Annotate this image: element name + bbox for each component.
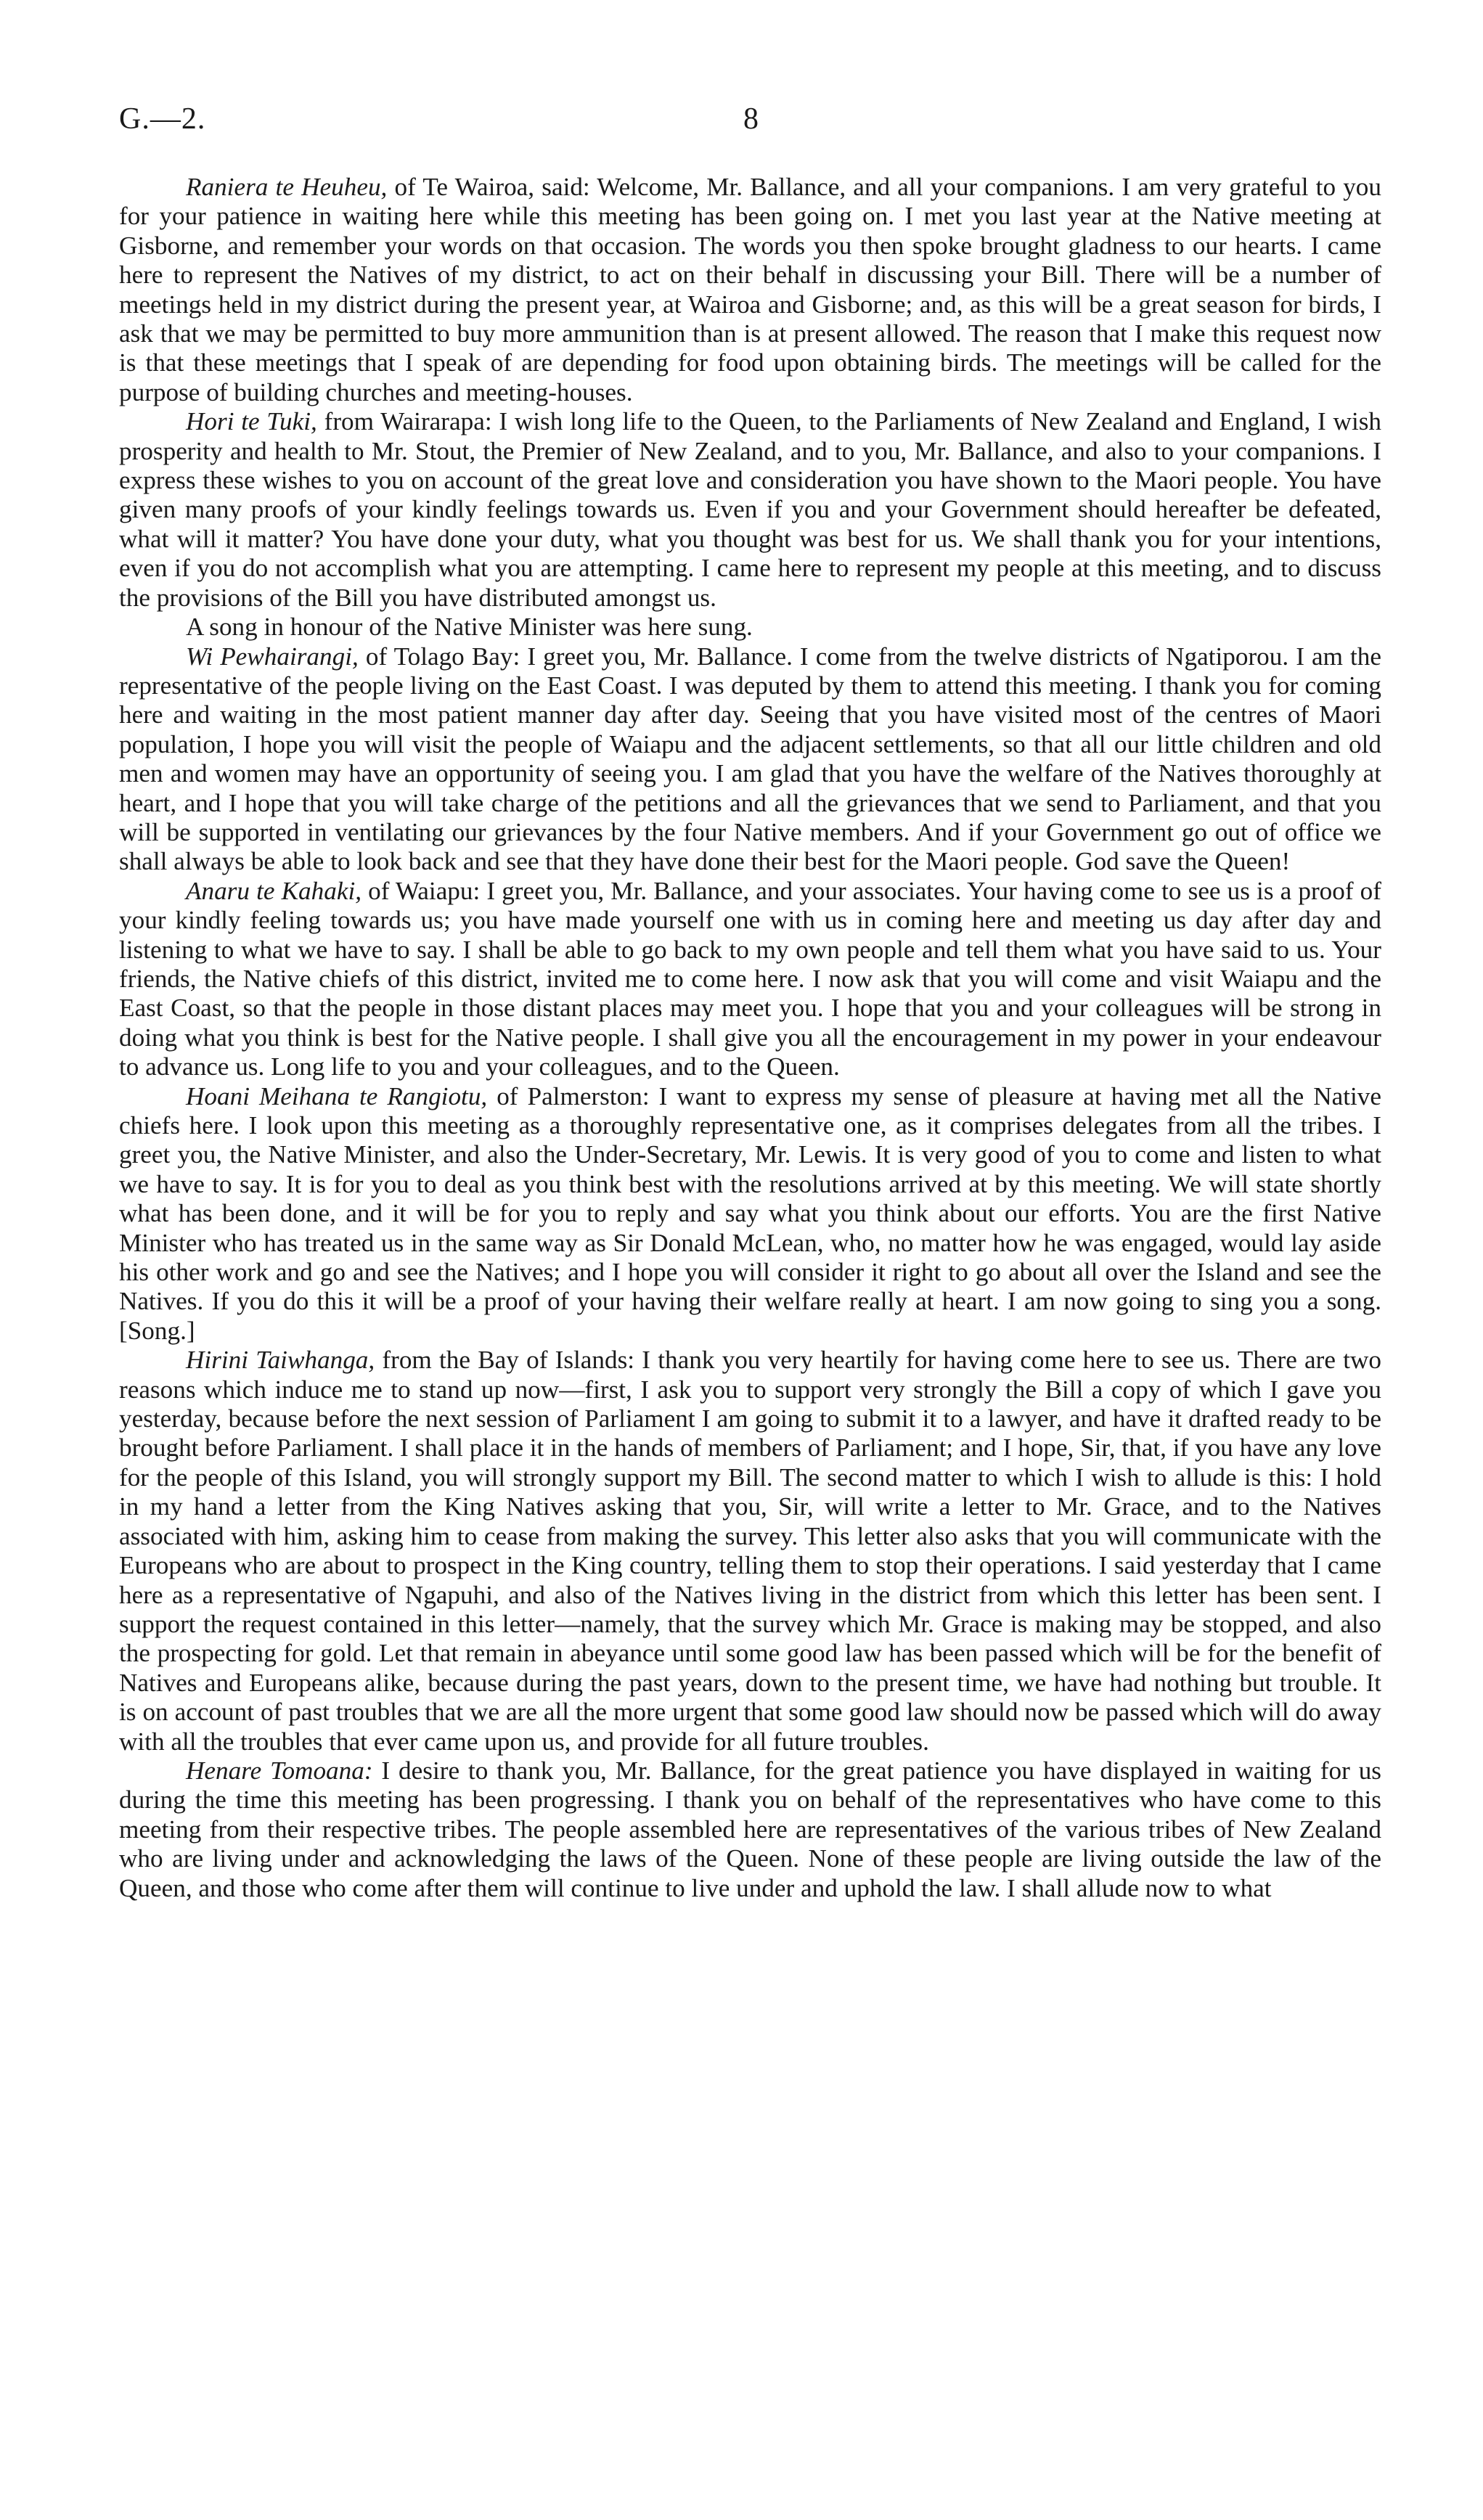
paragraph-text: of Palmerston: I want to express my sense of pleasure at having met all the Native chiefs here. I look upon this meeting as a thoroughly representative one, as it comprises delegates from all the tribes. I greet you, the Native Minister, and also the Under-Secretary, Mr. Lewis. It is very good of you to come and listen to what we have to say. It is for you to deal as you think best with the resolutions arrived at by this meeting. We will state shortly what has been done, and it will be for you to reply and say what you think about our efforts. You are the first Native Minister who has treated us in the same way as Sir Donald McLean, who, no matter how he was engaged, would lay aside his other work and go and see the Natives; and I hope you will consider it right to go about all over the Island and see the Natives. If you do this it will be a proof of your having their welfare really at heart. I am now going to sing you a song. [Song.] <box>119 1081 1381 1345</box>
page-header <box>119 102 1381 145</box>
paragraph-text: A song in honour of the Native Minister was here sung. <box>186 613 753 642</box>
paragraph-text: from Wairarapa: I wish long life to the Queen, to the Parliaments of New Zealand and England, I wish prosperity and health to Mr. Stout, the Premier of New Zealand, and to you, Mr. Ballance, and also to your companions. I express these wishes to you on account of the great love and consideration you have shown to the Maori people. You have given many proofs of your kindly feelings towards us. Even if you and your Government should hereafter be defeated, what will it matter? You have done your duty, what you thought was best for us. We shall thank you for your intentions, even if you do not accomplish what you are attempting. I came here to represent my people at this meeting, and to discuss the provisions of the Bill you have distributed amongst us. <box>119 407 1382 612</box>
page-number: 8 <box>743 102 759 136</box>
paragraph-hoani-meihana <box>119 1082 1381 1346</box>
paragraph-text: of Waiapu: I greet you, Mr. Ballance, and your associates. Your having come to see us is a proof of your kindly feeling towards us; you have made yourself one with us in coming here and meeting us day after day and listening to what we have to say. I shall be able to go back to my own people and tell them what you have said to us. Your friends, the Native chiefs of this district, invited me to come here. I now ask that you will come and visit Waiapu and the East Coast, so that the people in those distant places may meet you. I hope that you and your colleagues will be strong in doing what you think is best for the Native people. I shall give you all the encouragement in my power in your endeavour to advance us. Long life to you and your colleagues, and to the Queen. <box>119 876 1381 1081</box>
speaker-name: Hirini Taiwhanga, <box>186 1346 375 1375</box>
paragraph-anaru-te-kahaki <box>119 877 1381 1082</box>
paragraph-raniera-te-heuheu <box>119 173 1381 407</box>
document-body <box>119 173 1381 1903</box>
paragraph-hori-te-tuki <box>119 407 1381 613</box>
paragraph-text: I desire to thank you, Mr. Ballance, for the great patience you have displayed in waiting for us during the time this meeting has been progressing. I thank you on behalf of the representatives who have come to this meeting from their respective tribes. The people assembled here are representatives of the various tribes of New Zealand who are living under and acknowledging the laws of the Queen. None of these people are living outside the law of the Queen, and those who come after them will continue to live under and uphold the law. I shall allude now to what <box>119 1756 1381 1902</box>
paragraph-wi-pewhairangi <box>119 642 1381 877</box>
paragraph-text: of Te Wairoa, said: Welcome, Mr. Ballance, and all your companions. I am very grateful to you for your patience in waiting here while this meeting has been going on. I met you last year at the Native meeting at Gisborne, and remember your words on that occasion. The words you then spoke brought gladness to our hearts. I came here to represent the Natives of my district, to act on their behalf in discussing your Bill. There will be a number of meetings held in my district during the present year, at Wairoa and Gisborne; and, as this will be a great season for birds, I ask that we may be permitted to buy more ammunition than is at present allowed. The reason that I make this request now is that these meetings that I speak of are depending for food upon obtaining birds. The meetings will be called for the purpose of building churches and meeting-houses. <box>119 173 1381 406</box>
speaker-name: Raniera te Heuheu, <box>186 173 388 201</box>
speaker-name: Hoani Meihana te Rangiotu, <box>186 1081 488 1110</box>
paragraph-song-note <box>119 613 1381 642</box>
paragraph-henare-tomoana <box>119 1756 1381 1903</box>
speaker-name: Henare Tomoana: <box>186 1756 373 1785</box>
speaker-name: Hori te Tuki, <box>186 407 317 436</box>
paragraph-hirini-taiwhanga <box>119 1346 1381 1756</box>
speaker-name: Wi Pewhairangi, <box>186 642 359 671</box>
paragraph-text: from the Bay of Islands: I thank you very heartily for having come here to see us. There are two reasons which induce me to stand up now—first, I ask you to support very strongly the Bill a copy of which I gave you yesterday, because before the next session of Parliament I am going to submit it to a lawyer, and have it drafted ready to be brought before Parliament. I shall place it in the hands of members of Parliament; and I hope, Sir, that, if you have any love for the people of this Island, you will strongly support my Bill. The second matter to which I wish to allude is this: I hold in my hand a letter from the King Natives asking that you, Sir, will write a letter to Mr. Grace, and to the Natives associated with him, asking him to cease from making the survey. This letter also asks that you will communicate with the Europeans who are about to prospect in the King country, telling them to stop their operations. I said yesterday that I came here as a representative of Ngapuhi, and also of the Natives living in the district from which this letter has been sent. I support the request contained in this letter—namely, that the survey which Mr. Grace is making may be stopped, and also the prospecting for gold. Let that remain in abeyance until some good law has been passed which will be for the benefit of Natives and Europeans alike, because during the past years, down to the present time, we have had nothing but trouble. It is on account of past troubles that we are all the more urgent that some good law should now be passed which will do away with all the troubles that ever came upon us, and provide for all future troubles. <box>119 1346 1381 1756</box>
paragraph-text: of Tolago Bay: I greet you, Mr. Ballance. I come from the twelve districts of Ngatiporou. I am the representative of the people living on the East Coast. I was deputed by them to attend this meeting. I thank you for coming here and waiting in the most patient manner day after day. Seeing that you have visited most of the centres of Maori population, I hope you will visit the people of Waiapu and the adjacent settlements, so that all our little children and old men and women may have an opportunity of seeing you. I am glad that you have the welfare of the Natives thoroughly at heart, and I hope that you will take charge of the petitions and all the grievances that we send to Parliament, and that you will be supported in ventilating our grievances by the four Native members. And if your Government go out of office we shall always be able to look back and see that they have done their best for the Maori people. God save the Queen! <box>119 642 1381 876</box>
speaker-name: Anaru te Kahaki, <box>186 876 362 905</box>
document-reference: G.—2. <box>119 102 206 136</box>
